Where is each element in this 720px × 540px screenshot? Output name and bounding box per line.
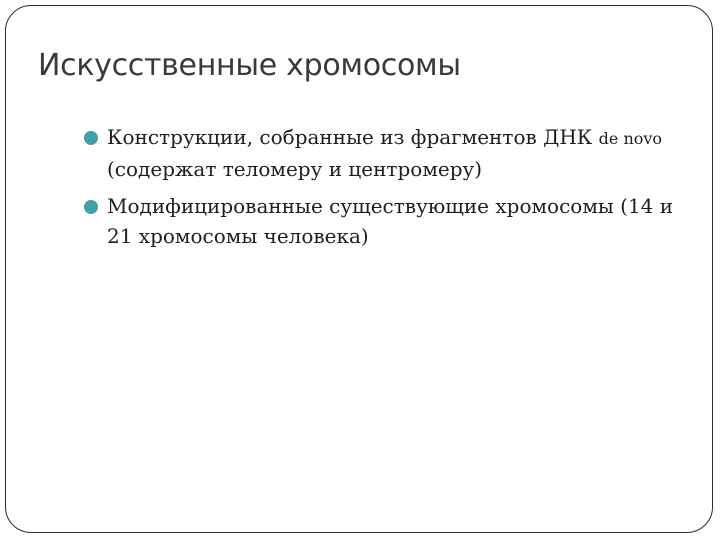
bullet-dot-icon — [84, 131, 98, 145]
bullet-text: Конструкции, собранные из фрагментов ДНК — [107, 125, 599, 149]
bullet-item-constructs — [84, 122, 684, 184]
bullet-dot-icon — [84, 200, 98, 214]
slide — [5, 5, 713, 533]
bullet-text: Модифицированные существующие хромосомы (14 и 21 хромосомы человека) — [107, 194, 674, 248]
latin-term: de novo — [598, 129, 663, 148]
bullet-list — [84, 122, 684, 258]
bullet-text-continuation: (содержат теломеру и центромеру) — [107, 157, 483, 181]
bullet-item-modified — [84, 191, 684, 251]
slide-title: Искусственные хромосомы — [38, 48, 461, 83]
